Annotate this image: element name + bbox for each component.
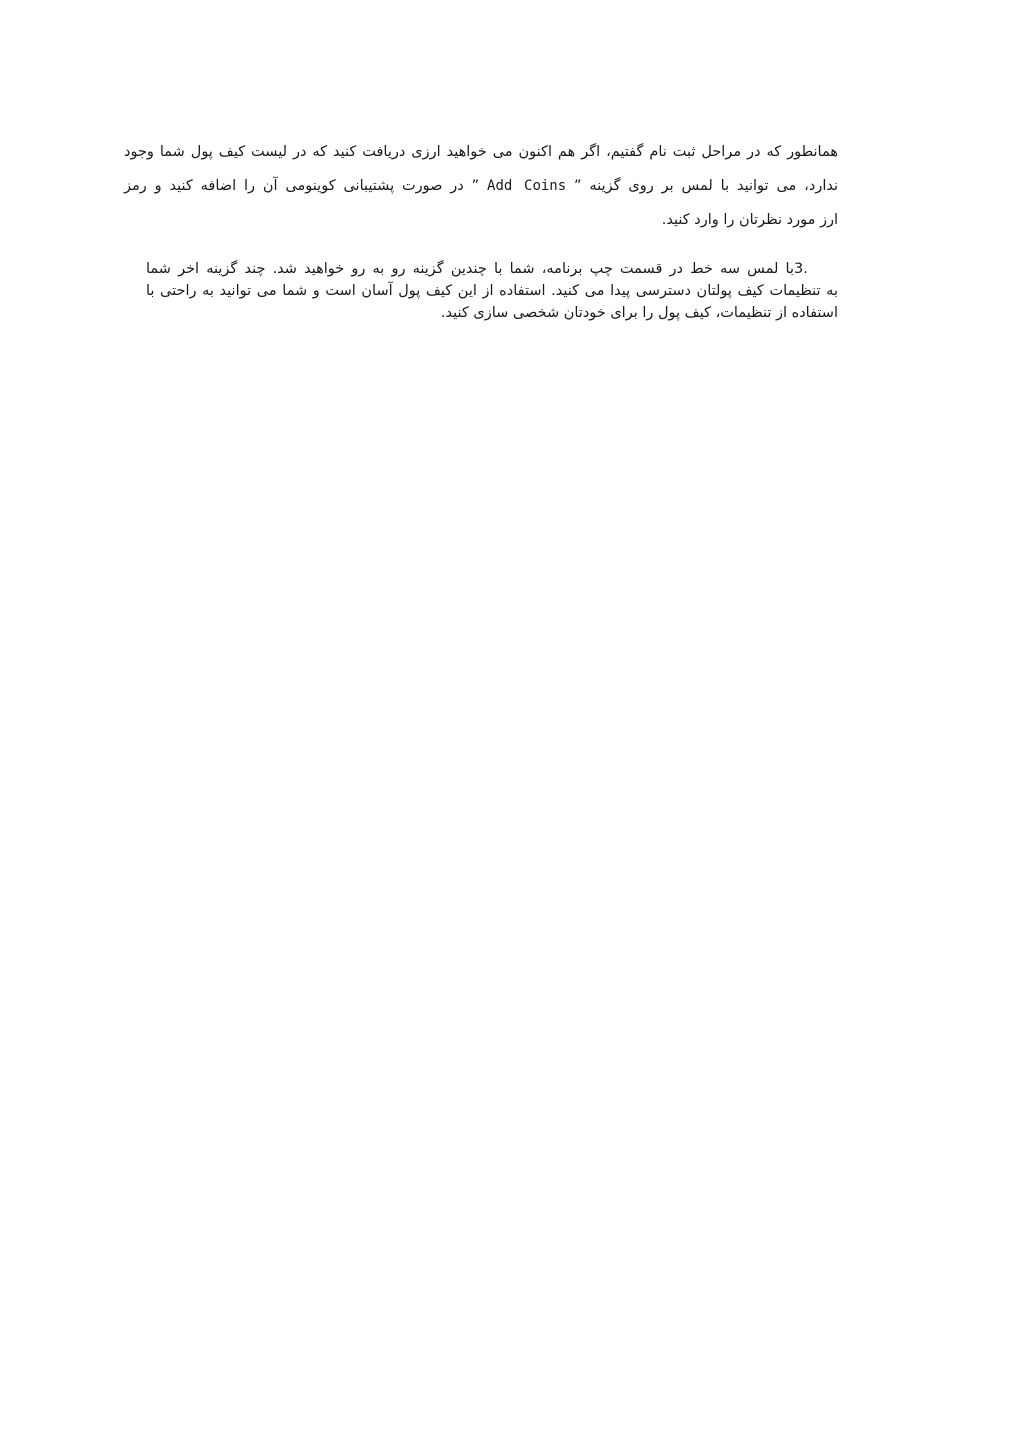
intro-paragraph	[124, 135, 838, 237]
paragraph-line: استفاده از تنظیمات، کیف پول را برای خودتان شخصی سازی کنید.	[440, 305, 838, 321]
list-number: 3.	[794, 261, 808, 277]
text-run: ” در صورت پشتیبانی کوینومی آن را اضافه کنید و رمز	[124, 178, 488, 194]
text-run: با لمس سه خط در قسمت چپ برنامه، شما با چندین گزینه رو به رو خواهید شد. چند گزینه اخر شما	[146, 261, 794, 277]
paragraph-line: به تنظیمات کیف پولتان دسترسی پیدا می کنید. استفاده از این کیف پول آسان است و شما می توانید به راحتی با	[146, 283, 838, 299]
paragraph-line	[146, 258, 838, 280]
paragraph-line: ارز مورد نظرتان را وارد کنید.	[661, 212, 838, 228]
add-coins-term: Add Coins	[487, 178, 567, 194]
text-run: ندارد، می توانید با لمس بر روی گزینه ”	[566, 178, 838, 194]
paragraph-line	[124, 169, 838, 203]
paragraph-line: همانطور که در مراحل ثبت نام گفتیم، اگر هم اکنون می خواهید ارزی دریافت کنید که در لیست کیف پول شما وجود	[124, 144, 838, 160]
list-item-3	[146, 258, 838, 324]
